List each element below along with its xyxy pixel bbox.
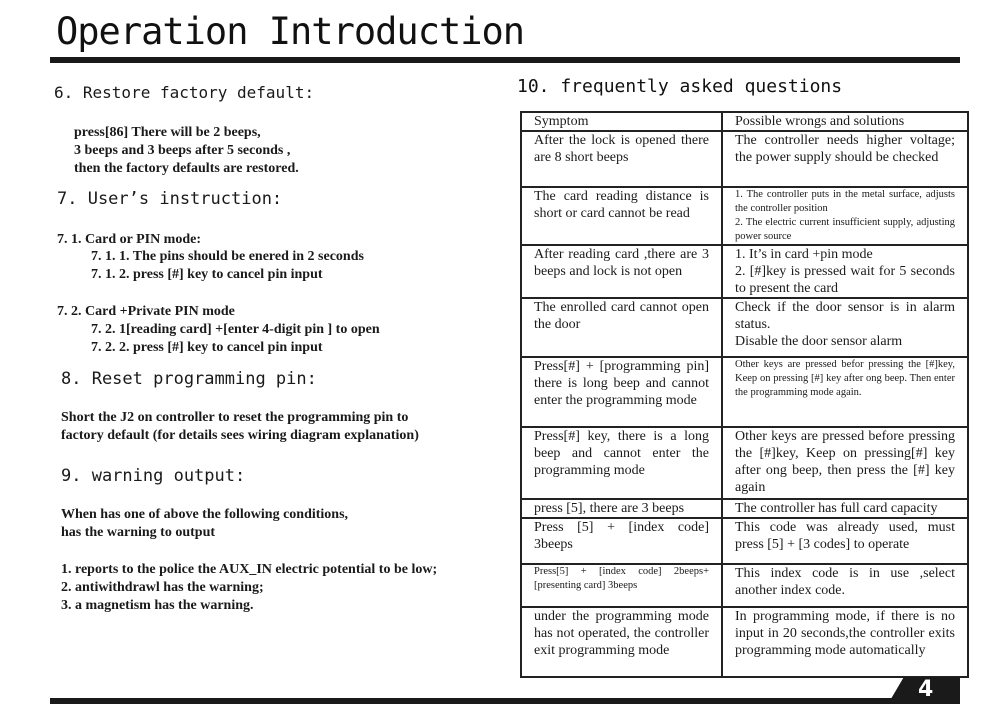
section-8-line: Short the J2 on controller to reset the programming pin to	[61, 410, 409, 425]
section-7-2: 7. 2. Card +Private PIN mode	[57, 304, 235, 319]
symptom-cell: Press[5] + [index code] 2beeps+ [presenting card] 3beeps	[521, 564, 722, 607]
section-7-2-2: 7. 2. 2. press [#] key to cancel pin input	[91, 340, 323, 355]
faq-row	[521, 298, 968, 357]
warning-item: 2. antiwithdrawl has the warning;	[61, 580, 264, 595]
solution-cell: This code was already used, must press [5] + [3 codes] to operate	[722, 518, 968, 564]
section-6-line: then the factory defaults are restored.	[74, 161, 299, 176]
solution-cell: In programming mode, if there is no input in 20 seconds,the controller exits programming mode automatically	[722, 607, 968, 677]
symptom-cell: The card reading distance is short or card cannot be read	[521, 187, 722, 245]
faq-row	[521, 131, 968, 187]
symptom-cell: under the programming mode has not operated, the controller exit programming mode	[521, 607, 722, 677]
page-number: 4	[918, 677, 934, 702]
section-7-1: 7. 1. Card or PIN mode:	[57, 232, 202, 247]
symptom-cell: Press[#] + [programming pin] there is long beep and cannot enter the programming mode	[521, 357, 722, 427]
solution-cell: The controller has full card capacity	[722, 499, 968, 518]
faq-row	[521, 607, 968, 677]
solution-cell: 1. The controller puts in the metal surface, adjusts the controller position 2. The electric current insufficient supply, adjusting power source	[722, 187, 968, 245]
section-8-line: factory default (for details sees wiring diagram explanation)	[61, 428, 419, 443]
top-divider	[50, 57, 960, 63]
solution-cell: The controller needs higher voltage; the power supply should be checked	[722, 131, 968, 187]
faq-table	[520, 111, 969, 678]
solution-cell: This index code is in use ,select another index code.	[722, 564, 968, 607]
faq-heading: 10. frequently asked questions	[517, 76, 843, 97]
faq-row	[521, 499, 968, 518]
page-title: Operation Introduction	[56, 10, 525, 53]
solution-cell: Check if the door sensor is in alarm status. Disable the door sensor alarm	[722, 298, 968, 357]
faq-row	[521, 518, 968, 564]
solution-cell: 1. It’s in card +pin mode 2. [#]key is pressed wait for 5 seconds to present the card	[722, 245, 968, 298]
solution-cell: Other keys are pressed befor pressing the [#]key, Keep on pressing [#] key after ong beep. Then enter the programming mode again.	[722, 357, 968, 427]
column-header-solution: Possible wrongs and solutions	[722, 112, 968, 131]
symptom-cell: Press [5] + [index code] 3beeps	[521, 518, 722, 564]
faq-row	[521, 187, 968, 245]
symptom-cell: After the lock is opened there are 8 short beeps	[521, 131, 722, 187]
symptom-cell: After reading card ,there are 3 beeps and lock is not open	[521, 245, 722, 298]
section-6-line: 3 beeps and 3 beeps after 5 seconds ,	[74, 143, 291, 158]
faq-row	[521, 427, 968, 499]
section-9-heading: 9. warning output:	[61, 466, 246, 486]
section-9-line: When has one of above the following conditions,	[61, 507, 349, 522]
solution-cell: Other keys are pressed before pressing the [#]key, Keep on pressing[#] key after ong beep, then press the [#] key again	[722, 427, 968, 499]
faq-row	[521, 245, 968, 298]
symptom-cell: The enrolled card cannot open the door	[521, 298, 722, 357]
symptom-cell: Press[#] key, there is a long beep and cannot enter the programming mode	[521, 427, 722, 499]
section-6-line: press[86] There will be 2 beeps,	[74, 125, 261, 140]
section-6-heading: 6. Restore factory default:	[54, 83, 315, 102]
warning-item: 3. a magnetism has the warning.	[61, 598, 254, 613]
section-7-2-1: 7. 2. 1[reading card] +[enter 4-digit pin ] to open	[91, 322, 380, 337]
section-7-1-2: 7. 1. 2. press [#] key to cancel pin input	[91, 267, 323, 282]
symptom-cell: press [5], there are 3 beeps	[521, 499, 722, 518]
faq-row	[521, 357, 968, 427]
section-7-1-1: 7. 1. 1. The pins should be enered in 2 seconds	[91, 249, 364, 264]
section-7-heading: 7. User’s instruction:	[57, 189, 283, 209]
bottom-divider	[50, 698, 960, 704]
faq-row	[521, 564, 968, 607]
section-9-line: has the warning to output	[61, 525, 216, 540]
warning-item: 1. reports to the police the AUX_IN electric potential to be low;	[61, 562, 438, 577]
column-header-symptom: Symptom	[521, 112, 722, 131]
section-8-heading: 8. Reset programming pin:	[61, 369, 317, 389]
